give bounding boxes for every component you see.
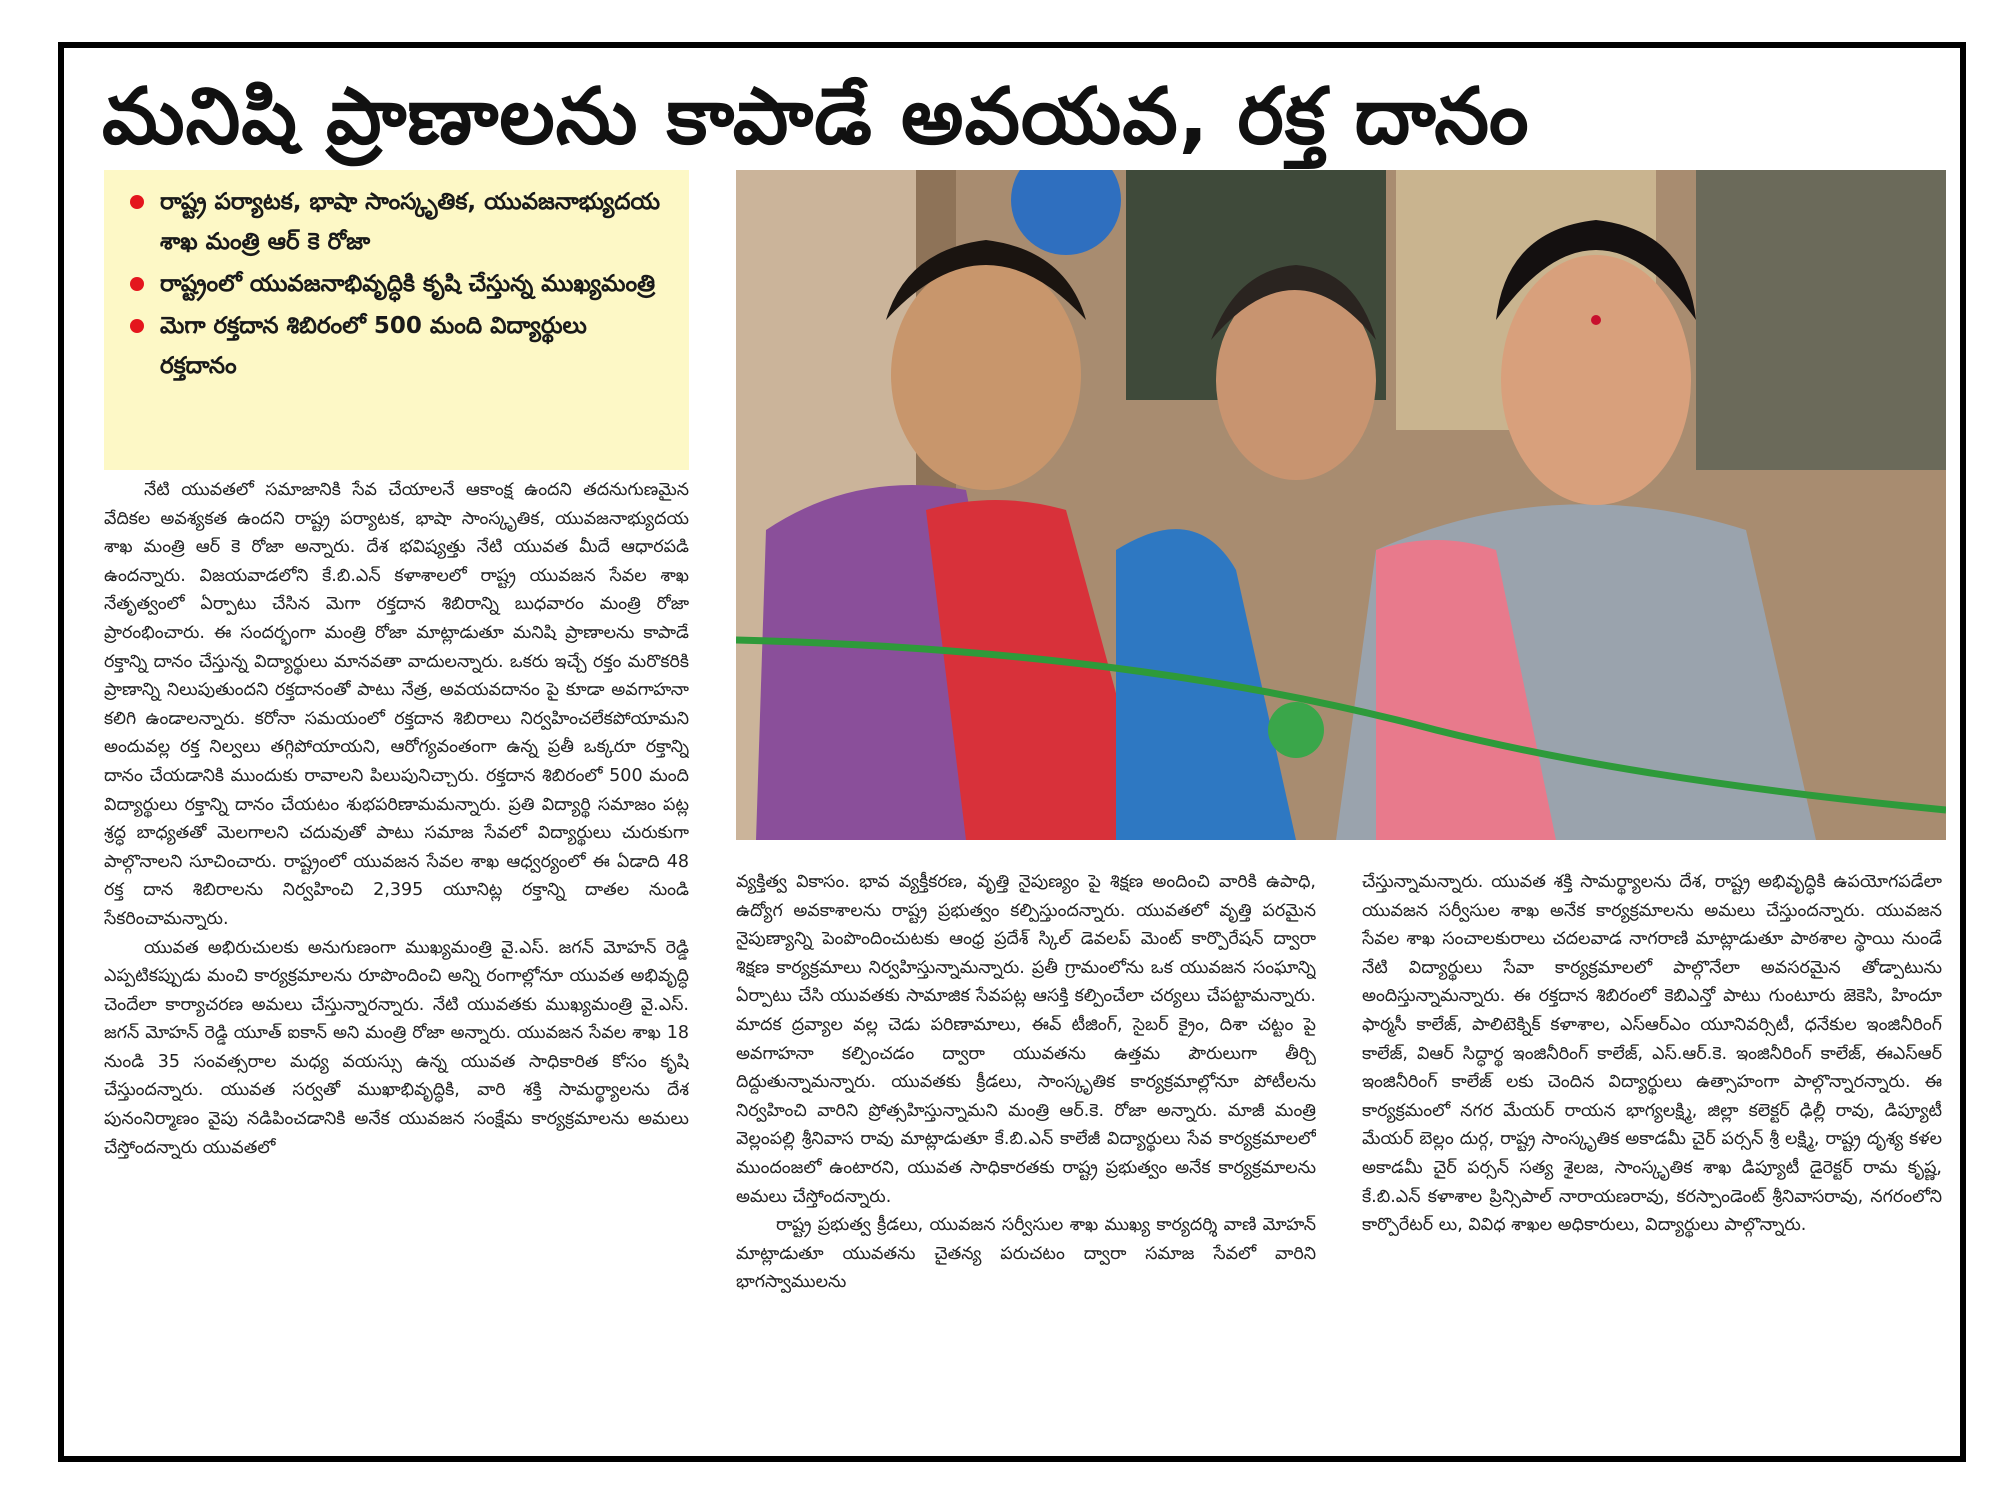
ribbon-cutting-photo [736,170,1946,840]
paragraph: యువత అభిరుచులకు అనుగుణంగా ముఖ్యమంత్రి వై.ఎస్. జగన్ మోహన్ రెడ్డి ఎప్పటికప్పుడు మంచి కార్యక్రమాలను రూపొందించి అన్ని రంగాల్లోనూ యువత అభివృద్ధి చెందేలా కార్యాచరణ అమలు చేస్తున్నారన్నారు. నేటి యువతకు ముఖ్యమంత్రి వై.ఎస్. జగన్ మోహన్ రెడ్డి యూత్ ఐకాన్ అని మంత్రి రోజా అన్నారు. యువజన సేవల శాఖ 18 నుండి 35 సంవత్సరాల మధ్య వయస్సు ఉన్న యువత సాధికారిత కోసం కృషి చేస్తుందన్నారు. యువత సర్వతో ముఖాభివృద్ధికి, వారి శక్తి సామర్థ్యాలను దేశ పునంనిర్మాణం వైపు నడిపించడానికి అనేక యువజన సంక్షేమ కార్యక్రమాలను అమలు చేస్తోందన్నారు యువతలో [104,937,689,1158]
highlight-text: రాష్ట్ర పర్యాటక, భాషా సాంస్కృతిక, యువజనాభ్యుదయ శాఖ మంత్రి ఆర్ కె రోజా [160,189,661,255]
highlight-item [126,264,669,304]
highlight-text: మెగా రక్తదాన శిబిరంలో 500 మంది విద్యార్థులు రక్తదానం [160,313,587,379]
article-column-3 [1362,868,1942,1456]
paragraph: చేస్తున్నామన్నారు. యువత శక్తి సామర్థ్యాలను దేశ, రాష్ట్ర అభివృద్ధికి ఉపయోగపడేలా యువజన సర్వీసుల శాఖ అనేక కార్యక్రమాలను అమలు చేస్తుందన్నారు. యువజన సేవల శాఖ సంచాలకురాలు చదలవాడ నాగరాణి మాట్లాడుతూ పాఠశాల స్థాయి నుండే నేటి విద్యార్థులు సేవా కార్యక్రమాలలో పాల్గొనేలా అవసరమైన తోడ్పాటును అందిస్తున్నామన్నారు. ఈ రక్తదాన శిబిరంలో కెబిఎన్తో పాటు గుంటూరు జెకెసి, హిందూ ఫార్మసీ కాలేజ్, పాలిటెక్నిక్ కళాశాల, ఎస్ఆర్ఎం యూనివర్సిటీ, ధనేకుల ఇంజినీరింగ్ కాలేజ్, విఆర్ సిద్ధార్థ ఇంజినీరింగ్ కాలేజ్, ఎస్.ఆర్.కె. ఇంజినీరింగ్ కాలేజ్, ఈఎస్ఆర్ ఇంజినీరింగ్ కాలేజ్ లకు చెందిన విద్యార్థులు ఉత్సాహంగా పాల్గొన్నారన్నారు. ఈ కార్యక్రమంలో నగర మేయర్ రాయన భాగ్యలక్ష్మి, జిల్లా కలెక్టర్ ఢిల్లీ రావు, డిప్యూటీ మేయర్ బెల్లం దుర్గ, రాష్ట్ర సాంస్కృతిక అకాడమీ చైర్ పర్సన్ శ్రీ లక్ష్మి, రాష్ట్ర దృశ్య కళల అకాడమీ చైర్ పర్సన్ సత్య శైలజ, సాంస్కృతిక శాఖ డిప్యూటీ డైరెక్టర్ రామ కృష్ణ, కే.బి.ఎన్ కళాశాల ప్రిన్సిపాల్ నారాయణరావు, కరస్పాండెంట్ శ్రీనివాసరావు, నగరంలోని కార్పొరేటర్ లు, వివిధ శాఖల అధికారులు, విద్యార్థులు పాల్గొన్నారు. [1362,872,1942,1236]
bullet-icon [130,319,144,333]
paragraph: నేటి యువతలో సమాజానికి సేవ చేయాలనే ఆకాంక్ష ఉందని తదనుగుణమైన వేదికల అవశ్యకత ఉందని రాష్ట్ర పర్యాటక, భాషా సాంస్కృతిక, యువజనాభ్యుదయ శాఖ మంత్రి ఆర్ కె రోజా అన్నారు. దేశ భవిష్యత్తు నేటి యువత మీదే ఆధారపడి ఉందన్నారు. విజయవాడలోని కే.బి.ఎన్ కళాశాలలో రాష్ట్ర యువజన సేవల శాఖ నేతృత్వంలో ఏర్పాటు చేసిన మెగా రక్తదాన శిబిరాన్ని బుధవారం మంత్రి రోజా ప్రారంభించారు. ఈ సందర్భంగా మంత్రి రోజా మాట్లాడుతూ మనిషి ప్రాణాలను కాపాడే రక్తాన్ని దానం చేస్తున్న విద్యార్థులు మానవతా వాదులన్నారు. ఒకరు ఇచ్చే రక్తం మరొకరికి ప్రాణాన్ని నిలుపుతుందని రక్తదానంతో పాటు నేత్ర, అవయవదానం పై కూడా అవగాహనా కలిగి ఉండాలన్నారు. కరోనా సమయంలో రక్తదాన శిబిరాలు నిర్వహించలేకపోయామని అందువల్ల రక్త నిల్వలు తగ్గిపోయాయని, ఆరోగ్యవంతంగా ఉన్న ప్రతీ ఒక్కరూ రక్తాన్ని దానం చేయడానికి ముందుకు రావాలని పిలుపునిచ్చారు. రక్తదాన శిబిరంలో 500 మంది విద్యార్థులు రక్తాన్ని దానం చేయటం శుభపరిణామమన్నారు. ప్రతి విద్యార్థి సమాజం పట్ల శ్రద్ధ బాధ్యతతో మెలగాలని చదువుతో పాటు సమాజ సేవలో విద్యార్థులు చురుకుగా పాల్గొనాలని సూచించారు. రాష్ట్రంలో యువజన సేవల శాఖ ఆధ్వర్యంలో ఈ ఏడాది 48 రక్త దాన శిబిరాలను నిర్వహించి 2,395 యూనిట్ల రక్తాన్ని దాతల నుండి సేకరించామన్నారు. [104,480,689,929]
article-column-2 [736,868,1316,1456]
paragraph: వ్యక్తిత్వ వికాసం. భావ వ్యక్తీకరణ, వృత్తి నైపుణ్యం పై శిక్షణ అందించి వారికి ఉపాధి, ఉద్యోగ అవకాశాలను రాష్ట్ర ప్రభుత్వం కల్పిస్తుందన్నారు. యువతలో వృత్తి పరమైన నైపుణ్యాన్ని పెంపొందించుటకు ఆంధ్ర ప్రదేశ్ స్కిల్ డెవలప్ మెంట్ కార్పొరేషన్ ద్వారా శిక్షణ కార్యక్రమాలు నిర్వహిస్తున్నామన్నారు. ప్రతీ గ్రామంలోను ఒక యువజన సంఘాన్ని ఏర్పాటు చేసి యువతకు సామాజిక సేవపట్ల ఆసక్తి కల్పించేలా చర్యలు చేపట్టామన్నారు. మాదక ద్రవ్యాల వల్ల చెడు పరిణామాలు, ఈవ్ టీజింగ్, సైబర్ క్రైం, దిశా చట్టం పై అవగాహనా కల్పించడం ద్వారా యువతను ఉత్తమ పౌరులుగా తీర్చి దిద్దుతున్నామన్నారు. యువతకు క్రీడలు, సాంస్కృతిక కార్యక్రమాల్లోనూ పోటీలను నిర్వహించి వారిని ప్రోత్సహిస్తున్నామని మంత్రి ఆర్.కె. రోజా అన్నారు. మాజీ మంత్రి వెల్లంపల్లి శ్రీనివాస రావు మాట్లాడుతూ కే.బి.ఎన్ కాలేజీ విద్యార్థులు సేవ కార్యక్రమాలలో ముందంజలో ఉంటారని, యువత సాధికారతకు రాష్ట్ర ప్రభుత్వం అనేక కార్యక్రమాలను అమలు చేస్తోందన్నారు. [736,872,1316,1207]
highlight-item [126,182,669,262]
bullet-icon [130,195,144,209]
bullet-icon [130,277,144,291]
headline: మనిషి ప్రాణాలను కాపాడే అవయవ, రక్త దానం [102,72,1530,162]
newspaper-clipping [58,42,1966,1462]
paragraph: రాష్ట్ర ప్రభుత్వ క్రీడలు, యువజన సర్వీసుల శాఖ ముఖ్య కార్యదర్శి వాణి మోహన్ మాట్లాడుతూ యువతను చైతన్య పరుచటం ద్వారా సమాజ సేవలో వారిని భాగస్వాములను [736,1215,1316,1293]
article-column-1 [104,476,689,1456]
highlight-item [126,306,669,386]
photo-illustration [736,170,1946,840]
highlight-text: రాష్ట్రంలో యువజనాభివృద్ధికి కృషి చేస్తున్న ముఖ్యమంత్రి [160,271,656,297]
highlights-box [104,170,689,470]
